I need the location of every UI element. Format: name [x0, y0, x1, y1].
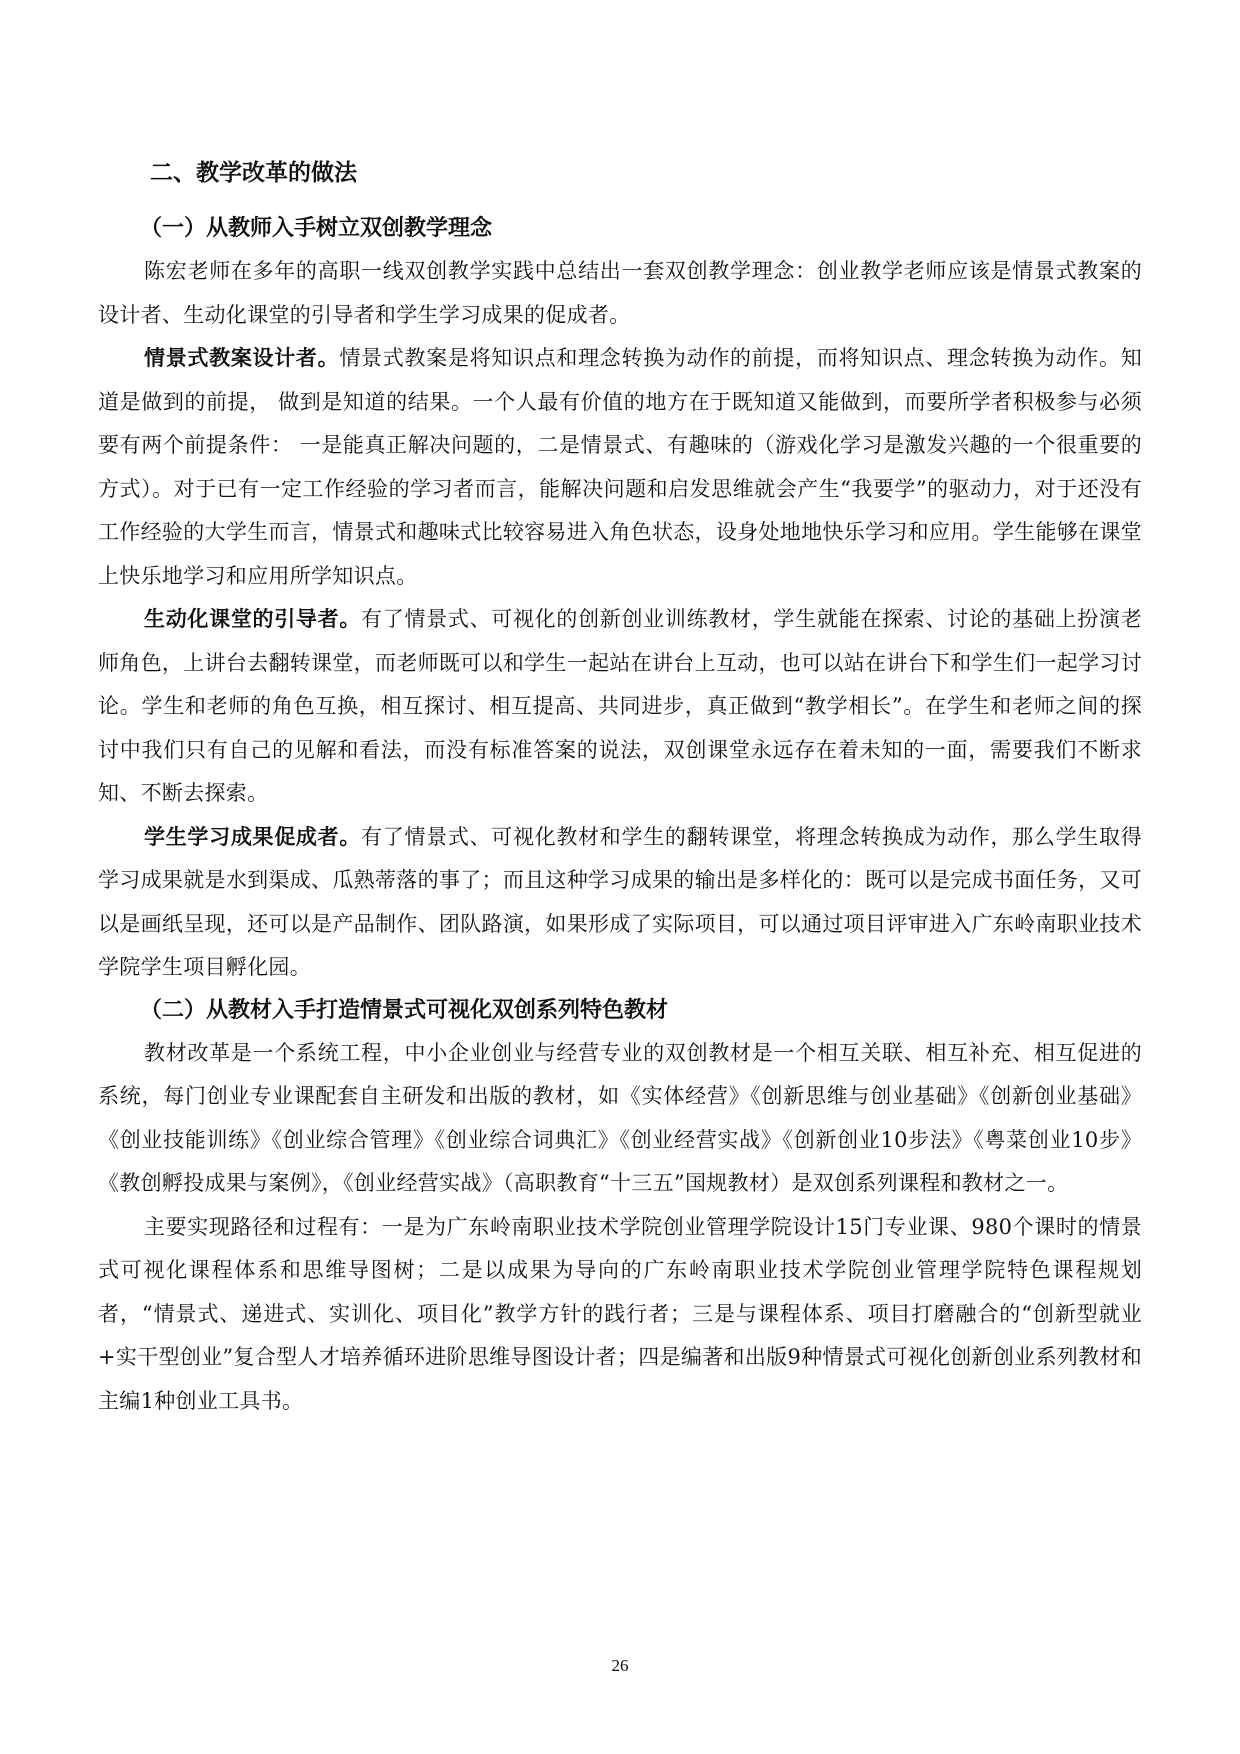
page-number: 26 — [611, 1656, 629, 1675]
paragraph-scenario-designer — [98, 337, 1142, 598]
paragraph-body-classroom-guide: 有了情景式、可视化的创新创业训练教材，学生就能在探索、讨论的基础上扮演老师角色，上讲台去翻转课堂，而老师既可以和学生一起站在讲台上互动，也可以站在讲台下和学生们一起学习讨论。学生和老师的角色互换，相互探讨、相互提高、共同进步，真正做到“教学相长”。在学生和老师之间的探讨中我们只有自己的见解和看法，而没有标准答案的说法，双创课堂永远存在着未知的一面，需要我们不断求知、不断去探索。 — [98, 607, 1143, 805]
paragraph-lead-classroom-guide: 生动化课堂的引导者。 — [144, 607, 362, 631]
paragraph-implementation-path: 主要实现路径和过程有：一是为广东岭南职业技术学院创业管理学院设计15门专业课、980个课时的情景式可视化课程体系和思维导图树；二是以成果为导向的广东岭南职业技术学院创业管理学院特色课程规划者，“情景式、递进式、实训化、项目化”教学方针的践行者；三是与课程体系、项目打磨融合的“创新型就业+实干型创业”复合型人才培养循环进阶思维导图设计者；四是编著和出版9种情景式可视化创新创业系列教材和主编1种创业工具书。 — [98, 1214, 1142, 1413]
page-body — [98, 158, 1142, 1423]
paragraph-body-scenario-designer: 情景式教案是将知识点和理念转换为动作的前提，而将知识点、理念转换为动作。知道是做到的前提， 做到是知道的结果。一个人最有价值的地方在于既知道又能做到，而要所学者积极参与必须要有两个前提条件： 一是能真正解决问题的，二是情景式、有趣味的（游戏化学习是激发兴趣的一个很重要的方式）。对于已有一定工作经验的学习者而言，能解决问题和启发思维就会产生“我要学”的驱动力，对于还没有工作经验的大学生而言，情景式和趣味式比较容易进入角色状态，设身处地地快乐学习和应用。学生能够在课堂上快乐地学习和应用所学知识点。 — [98, 346, 1142, 588]
paragraph-classroom-guide — [98, 598, 1142, 816]
subsection-heading-1: （一）从教师入手树立双创教学理念 — [140, 216, 493, 241]
section-heading: 二、教学改革的做法 — [150, 160, 357, 186]
paragraph-body-outcome-facilitator: 有了情景式、可视化教材和学生的翻转课堂，将理念转换成为动作，那么学生取得学习成果就是水到渠成、瓜熟蒂落的事了；而且这种学习成果的输出是多样化的：既可以是完成书面任务，又可以是画纸呈现，还可以是产品制作、团队路演，如果形成了实际项目，可以通过项目评审进入广东岭南职业技术学院学生项目孵化园。 — [98, 824, 1143, 979]
subsection-heading-2: （二）从教材入手打造情景式可视化双创系列特色教材 — [140, 997, 669, 1023]
paragraph-intro: 陈宏老师在多年的高职一线双创教学实践中总结出一套双创教学理念：创业教学老师应该是情景式教案的设计者、生动化课堂的引导者和学生学习成果的促成者。 — [98, 259, 1142, 327]
paragraph-textbook-reform: 教材改革是一个系统工程，中小企业创业与经营专业的双创教材是一个相互关联、相互补充、相互促进的系统，每门创业专业课配套自主研发和出版的教材，如《实体经营》《创新思维与创业基础》《创新创业基础》《创业技能训练》《创业综合管理》《创业综合词典汇》《创业经营实战》《创新创业10步法》《粤菜创业10步》《教创孵投成果与案例》，《创业经营实战》（高职教育“十三五”国规教材）是双创系列课程和教材之一。 — [98, 1040, 1142, 1195]
paragraph-outcome-facilitator — [98, 816, 1142, 990]
paragraph-lead-outcome-facilitator: 学生学习成果促成者。 — [144, 824, 362, 849]
paragraph-lead-scenario-designer: 情景式教案设计者。 — [144, 346, 340, 370]
